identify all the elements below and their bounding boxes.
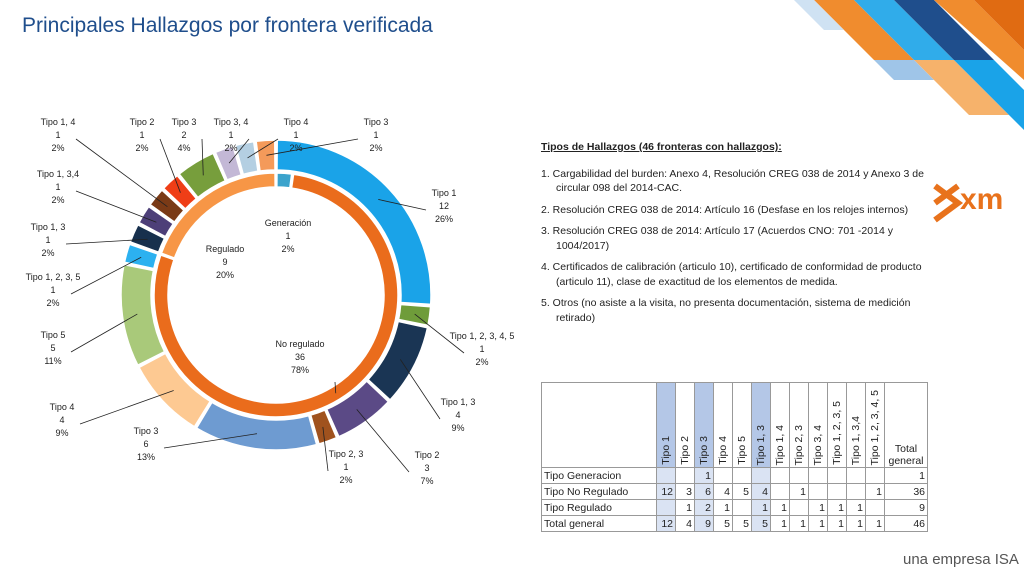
row-total: 1 <box>885 468 928 484</box>
table-cell: 1 <box>866 484 885 500</box>
column-header: Tipo 3 <box>695 383 714 468</box>
table-cell: 5 <box>733 516 752 532</box>
column-header: Tipo 2, 3 <box>790 383 809 468</box>
table-cell <box>676 468 695 484</box>
table-cell: 5 <box>752 516 771 532</box>
column-header: Tipo 5 <box>733 383 752 468</box>
table-cell: 12 <box>657 484 676 500</box>
column-header: Tipo 1, 3 <box>752 383 771 468</box>
table-cell <box>847 484 866 500</box>
outer-data-label: Tipo 1, 3,4 1 2% <box>36 169 80 205</box>
inner-data-label: Regulado 9 20% <box>205 244 245 280</box>
outer-data-label: Tipo 3, 4 1 2% <box>213 117 249 153</box>
outer-data-label: Tipo 1, 2, 3, 5 1 2% <box>25 272 81 308</box>
table-cell <box>847 468 866 484</box>
outer-data-label: Tipo 1, 4 1 2% <box>40 117 76 153</box>
table-cell <box>733 468 752 484</box>
row-label: Tipo Regulado <box>542 500 657 516</box>
table-row <box>542 468 928 484</box>
inner-data-label: Generación 1 2% <box>264 218 312 254</box>
row-label: Tipo No Regulado <box>542 484 657 500</box>
logo-text: xm <box>960 183 1004 216</box>
table-cell <box>657 500 676 516</box>
column-header: Tipo 1, 2, 3, 4, 5 <box>866 383 885 468</box>
outer-data-label: Tipo 4 1 2% <box>283 117 309 153</box>
table-cell <box>866 468 885 484</box>
table-cell: 12 <box>657 516 676 532</box>
table-cell <box>733 500 752 516</box>
page-title: Principales Hallazgos por frontera verificada <box>22 14 433 37</box>
outer-slice <box>256 140 275 171</box>
summary-table <box>541 382 928 532</box>
description-title: Tipos de Hallazgos (46 fronteras con hallazgos): <box>541 141 782 153</box>
row-label: Tipo Generacion <box>542 468 657 484</box>
leader-line <box>400 359 440 419</box>
row-total: 46 <box>885 516 928 532</box>
table-cell: 3 <box>676 484 695 500</box>
description-item: 1. Cargabilidad del burden: Anexo 4, Resolución CREG 038 de 2014 y Anexo 3 de circular 098 del 2014-CAC. <box>541 167 924 194</box>
footer-text: una empresa ISA <box>903 551 1019 568</box>
outer-data-label: Tipo 1, 3 4 9% <box>440 397 476 433</box>
table-cell <box>866 500 885 516</box>
table-cell: 1 <box>676 500 695 516</box>
table-row <box>542 484 928 500</box>
inner-slice <box>277 173 292 188</box>
table-cell: 1 <box>790 516 809 532</box>
outer-data-label: Tipo 3 1 2% <box>363 117 389 153</box>
table-cell: 5 <box>714 516 733 532</box>
inner-ring <box>154 173 398 417</box>
table-cell: 1 <box>847 516 866 532</box>
outer-data-label: Tipo 3 2 4% <box>171 117 197 153</box>
table-cell <box>714 468 733 484</box>
table-cell <box>657 468 676 484</box>
column-header: Tipo 1, 2, 3, 5 <box>828 383 847 468</box>
findings-description <box>541 140 941 332</box>
row-label: Total general <box>542 516 657 532</box>
outer-data-label: Tipo 3 6 13% <box>133 426 159 462</box>
column-header: Tipo 1, 3,4 <box>847 383 866 468</box>
description-item: 2. Resolución CREG 038 de 2014: Artículo 16 (Desfase en los relojes internos) <box>541 203 909 216</box>
column-header: Tipo 3, 4 <box>809 383 828 468</box>
table-cell: 9 <box>695 516 714 532</box>
leader-line <box>80 391 174 424</box>
description-item: 5. Otros (no asiste a la visita, no presenta documentación, sistema de medición retirado) <box>541 297 911 324</box>
leader-line <box>357 409 409 472</box>
inner-data-label: No regulado 36 78% <box>275 339 325 375</box>
table-cell: 1 <box>695 468 714 484</box>
table-cell <box>809 468 828 484</box>
table-cell <box>771 468 790 484</box>
table-cell: 4 <box>714 484 733 500</box>
table-cell: 1 <box>790 484 809 500</box>
outer-data-label: Tipo 1 12 26% <box>431 188 457 224</box>
description-item: 3. Resolución CREG 038 de 2014: Artículo 17 (Acuerdos CNO: 701 -2014 y 1004/2017) <box>541 225 893 252</box>
table-cell <box>828 484 847 500</box>
column-header: Tipo 1 <box>657 383 676 468</box>
table-header-row <box>542 383 928 468</box>
table-cell: 1 <box>752 500 771 516</box>
table-cell: 1 <box>847 500 866 516</box>
outer-data-label: Tipo 2, 3 1 2% <box>328 449 364 485</box>
table-cell: 1 <box>714 500 733 516</box>
column-header: Tipo 4 <box>714 383 733 468</box>
table-cell <box>771 484 790 500</box>
table-cell: 1 <box>828 516 847 532</box>
table-cell <box>790 468 809 484</box>
table-row <box>542 500 928 516</box>
row-total: 9 <box>885 500 928 516</box>
outer-data-label: Tipo 5 5 11% <box>40 330 66 366</box>
description-item: 4. Certificados de calibración (articulo 10), certificado de conformidad de producto (articulo 11), clase de exactitud de los elementos de medida. <box>541 261 922 288</box>
table-cell: 1 <box>771 516 790 532</box>
outer-data-label: Tipo 2 3 7% <box>414 450 440 486</box>
table-cell <box>828 468 847 484</box>
column-header: Tipo 1, 4 <box>771 383 790 468</box>
leader-line <box>76 191 156 222</box>
table-cell: 1 <box>809 516 828 532</box>
row-total: 36 <box>885 484 928 500</box>
outer-data-label: Tipo 1, 2, 3, 4, 5 1 2% <box>449 331 515 367</box>
table-cell: 1 <box>771 500 790 516</box>
table-corner <box>542 383 657 468</box>
table-cell <box>790 500 809 516</box>
table-cell <box>809 484 828 500</box>
table-cell: 2 <box>695 500 714 516</box>
table-cell: 5 <box>733 484 752 500</box>
table-cell: 4 <box>752 484 771 500</box>
corner-decoration <box>794 0 1024 130</box>
outer-data-label: Tipo 1, 3 1 2% <box>30 222 66 258</box>
table-cell: 4 <box>676 516 695 532</box>
table-cell: 1 <box>828 500 847 516</box>
table-cell: 1 <box>809 500 828 516</box>
table-cell: 1 <box>866 516 885 532</box>
column-header: Tipo 2 <box>676 383 695 468</box>
outer-data-label: Tipo 2 1 2% <box>129 117 155 153</box>
table-cell <box>752 468 771 484</box>
table-cell: 6 <box>695 484 714 500</box>
outer-data-label: Tipo 4 4 9% <box>49 402 75 438</box>
column-header-total: Total general <box>885 383 928 468</box>
table-row <box>542 516 928 532</box>
